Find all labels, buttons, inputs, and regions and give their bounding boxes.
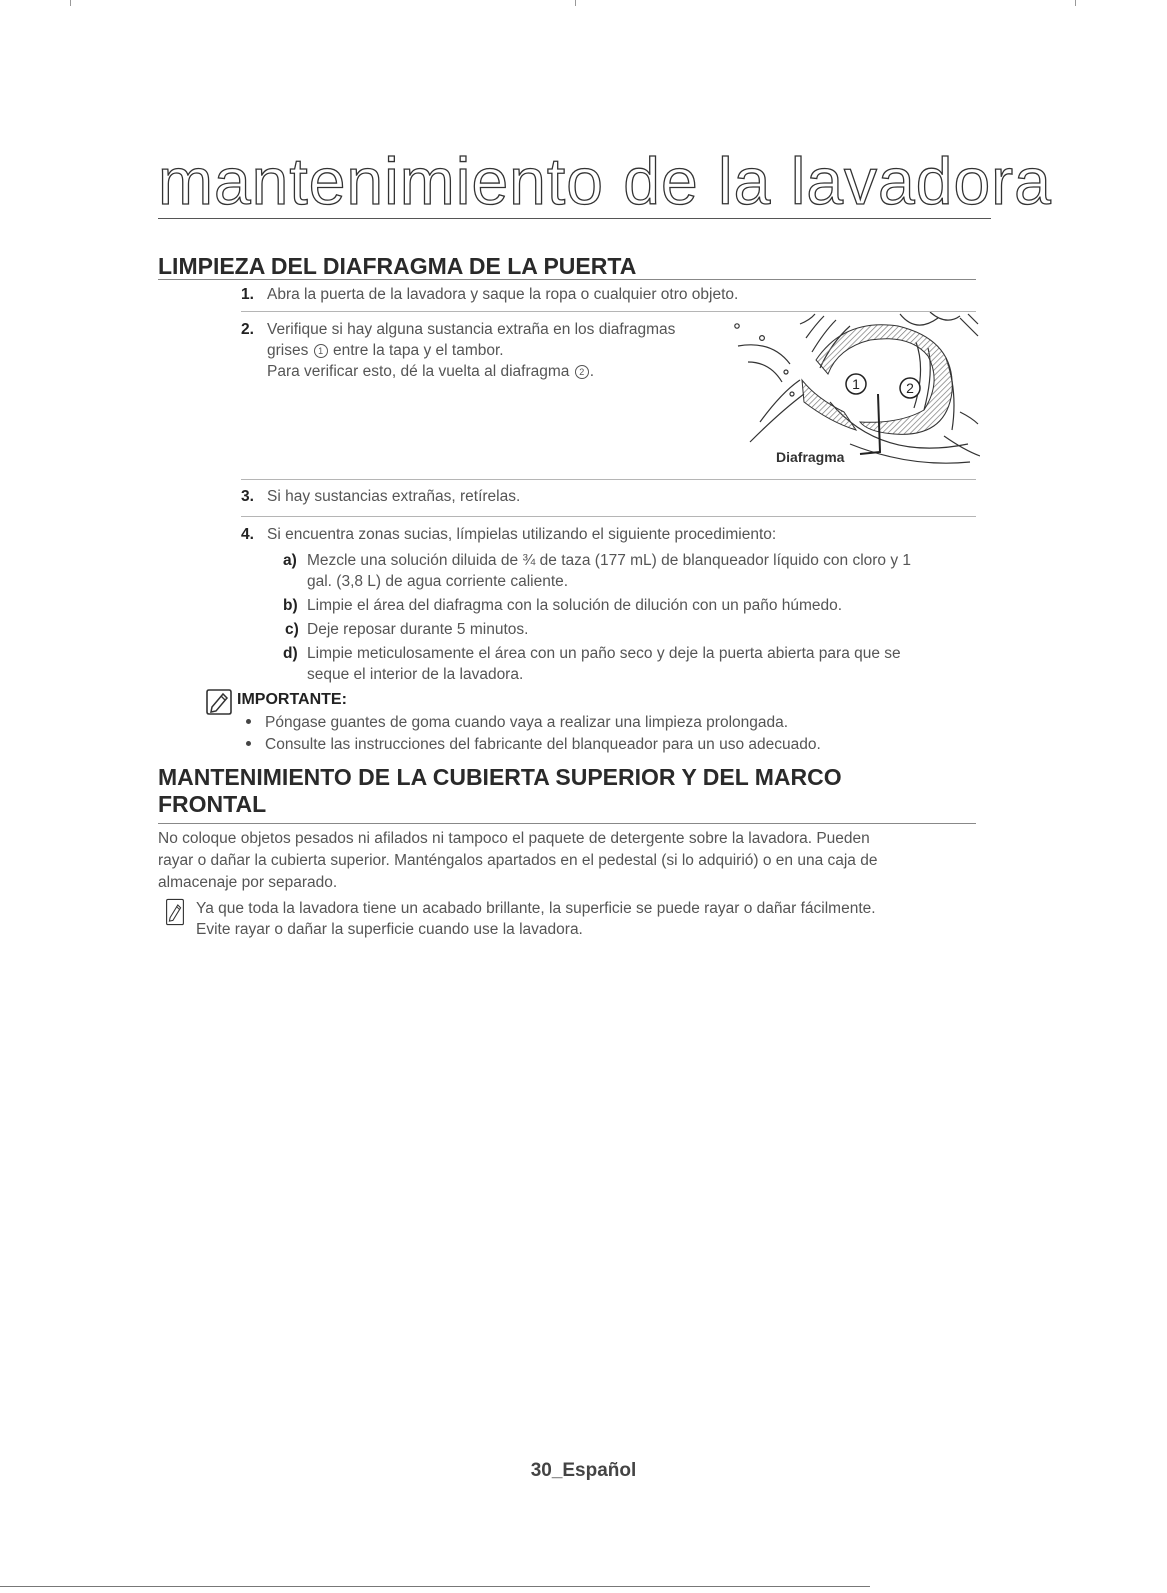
page-number-footer: 30_Español xyxy=(530,1460,637,1481)
section-heading-line: MANTENIMIENTO DE LA CUBIERTA SUPERIOR Y DEL MARCO xyxy=(158,764,842,790)
section-rule xyxy=(158,279,976,280)
bullet-dot xyxy=(246,719,251,724)
step-text-part: Para verificar esto, dé la vuelta al diafragma xyxy=(267,363,570,380)
callout-1-label: 1 xyxy=(852,376,860,392)
step-text-line: Verifique si hay alguna sustancia extraña en los diafragmas xyxy=(267,321,676,338)
section-heading-line: FRONTAL xyxy=(158,791,267,817)
paragraph-line: rayar o dañar la cubierta superior. Manténgalos apartados en el pedestal (si lo adquirió) o en una caja de xyxy=(158,852,878,869)
note-text-line: Evite rayar o dañar la superficie cuando use la lavadora. xyxy=(196,921,583,938)
section-heading-diaphragm: LIMPIEZA DEL DIAFRAGMA DE LA PUERTA xyxy=(158,253,637,279)
substep-label: b) xyxy=(283,597,298,614)
step-number: 1. xyxy=(241,286,254,303)
important-heading: IMPORTANTE: xyxy=(237,691,347,708)
bullet-item xyxy=(246,734,821,755)
note-pencil-icon xyxy=(160,898,190,926)
substep-text-line: Limpie meticulosamente el área con un paño seco y deje la puerta abierta para que se xyxy=(307,645,901,662)
substep-text: Deje reposar durante 5 minutos. xyxy=(307,621,529,638)
substep-text-line: Mezcle una solución diluida de ¾ de taza (177 mL) de blanqueador líquido con cloro y 1 xyxy=(307,552,912,569)
step-number: 4. xyxy=(241,526,254,543)
step-divider xyxy=(241,479,976,480)
step-text-line xyxy=(267,361,594,382)
note-text-line: Ya que toda la lavadora tiene un acabado brillante, la superficie se puede rayar o dañar fácilmente. xyxy=(196,900,876,917)
page-title: mantenimiento de la lavadora xyxy=(158,144,1052,218)
step-text-part: entre la tapa y el tambor. xyxy=(332,342,504,359)
paragraph-line: almacenaje por separado. xyxy=(158,874,338,891)
substep-text-line: gal. (3,8 L) de agua corriente caliente. xyxy=(307,573,569,590)
bullet-text: Póngase guantes de goma cuando vaya a realizar una limpieza prolongada. xyxy=(265,714,789,731)
substep-text: Limpie el área del diafragma con la solución de dilución con un paño húmedo. xyxy=(307,597,843,614)
step-text-part: . xyxy=(589,363,595,380)
paragraph-line: No coloque objetos pesados ni afilados ni tampoco el paquete de detergente sobre la lavadora. Pueden xyxy=(158,830,870,847)
step-text: Si encuentra zonas sucias, límpielas utilizando el siguiente procedimiento: xyxy=(267,526,777,543)
section-heading-top-cover xyxy=(158,764,842,818)
callout-number-icon: 1 xyxy=(314,344,328,358)
substep-text-line: seque el interior de la lavadora. xyxy=(307,666,524,683)
bullet-item xyxy=(246,712,788,733)
step-divider xyxy=(241,516,976,517)
door-diaphragm-illustration xyxy=(720,312,980,472)
substep-label: c) xyxy=(285,621,299,638)
bullet-dot xyxy=(246,741,251,746)
substep-label: a) xyxy=(283,552,297,569)
diaphragm-label: Diafragma xyxy=(776,449,845,465)
bullet-text: Consulte las instrucciones del fabricante del blanqueador para un uso adecuado. xyxy=(265,736,821,753)
step-text: Si hay sustancias extrañas, retírelas. xyxy=(267,488,521,505)
step-text-line xyxy=(267,340,504,361)
note-pencil-icon xyxy=(204,688,234,716)
callout-number-icon: 2 xyxy=(575,365,589,379)
callout-2-label: 2 xyxy=(906,380,914,396)
crop-mark-left xyxy=(70,0,71,6)
step-number: 2. xyxy=(241,321,254,338)
step-number: 3. xyxy=(241,488,254,505)
bottom-rule xyxy=(0,1586,870,1587)
step-text-part: grises xyxy=(267,342,309,359)
crop-mark-center xyxy=(575,0,576,6)
section-rule xyxy=(158,823,976,824)
step-text: Abra la puerta de la lavadora y saque la ropa o cualquier otro objeto. xyxy=(267,286,739,303)
substep-label: d) xyxy=(283,645,298,662)
crop-mark-right xyxy=(1075,0,1076,6)
